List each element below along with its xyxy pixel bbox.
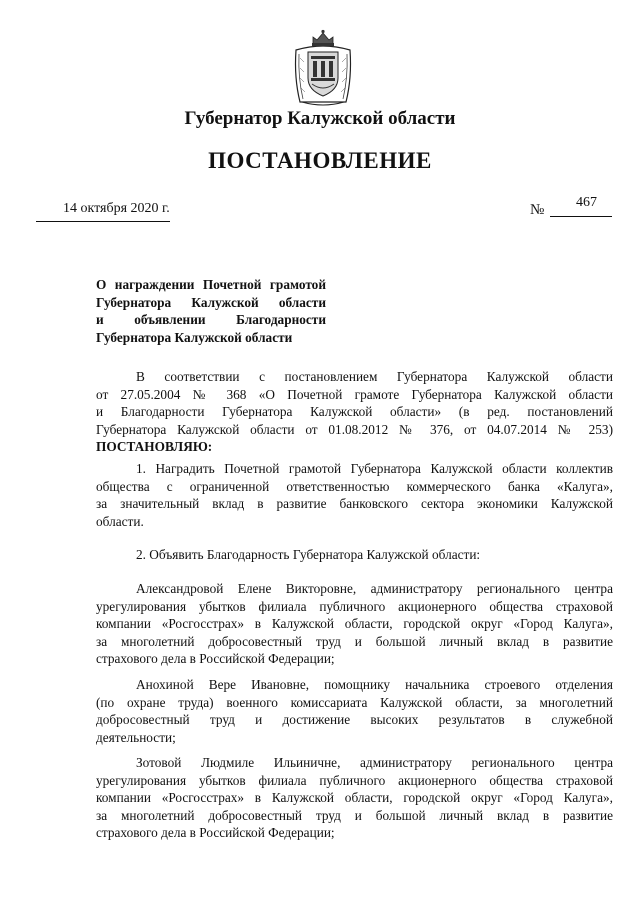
document-number-sign: №	[530, 202, 545, 218]
text-line: Анохиной Вере Ивановне, помощнику начальника строевого отделения	[136, 677, 613, 692]
document-date: 14 октября 2020 г.	[63, 201, 170, 216]
decree-word: ПОСТАНОВЛЯЮ:	[96, 439, 213, 455]
text-line: за многолетний добросовестный труд и большой личный вклад в развитие	[96, 807, 613, 823]
subject-line: Губернатора Калужской области	[96, 329, 293, 345]
text-line: урегулирования убытков филиала публичного акционерного общества страховой	[96, 772, 613, 788]
number-underline	[550, 216, 612, 217]
date-underline	[36, 221, 170, 222]
text-line: от 27.05.2004 № 368 «О Почетной грамоте Губернатора Калужской области	[96, 386, 613, 402]
subject-line: и объявлении Благодарности	[96, 312, 326, 328]
document-subject	[96, 276, 326, 346]
issuing-authority: Губернатор Калужской области	[184, 108, 456, 129]
text-line: добросовестный труд и достижение высоких результатов в служебной	[96, 712, 613, 728]
subject-line: Губернатора Калужской области	[96, 294, 326, 310]
text-line: страхового дела в Российской Федерации;	[96, 825, 335, 841]
item-1-paragraph	[96, 460, 613, 530]
text-line: Зотовой Людмиле Ильиничне, администратору регионального центра	[136, 755, 613, 770]
document-type-title: ПОСТАНОВЛЕНИЕ	[208, 148, 432, 173]
text-line: Губернатора Калужской области от 01.08.2012 № 376, от 04.07.2014 № 253)	[96, 421, 613, 437]
item-2-heading	[96, 546, 613, 564]
coat-of-arms-emblem	[290, 28, 356, 108]
text-line: В соответствии с постановлением Губернатора Калужской области	[136, 369, 613, 384]
text-line: области.	[96, 513, 144, 529]
subject-line: О награждении Почетной грамотой	[96, 277, 326, 292]
text-line: за многолетний добросовестный труд и большой личный вклад в развитие	[96, 633, 613, 649]
text-line: 2. Объявить Благодарность Губернатора Калужской области:	[136, 547, 481, 562]
text-line: страхового дела в Российской Федерации;	[96, 651, 335, 667]
text-line: Александровой Елене Викторовне, администратору регионального центра	[136, 581, 613, 596]
text-line: 1. Наградить Почетной грамотой Губернатора Калужской области коллектив	[136, 461, 613, 476]
text-line: деятельности;	[96, 729, 176, 745]
text-line: за значительный вклад в развитие банковского сектора экономики Калужской	[96, 496, 613, 512]
preamble-paragraph	[96, 368, 613, 456]
text-line: и Благодарности Губернатора Калужской области» (в ред. постановлений	[96, 404, 613, 420]
person-2-paragraph	[96, 676, 613, 746]
text-line: урегулирования убытков филиала публичного акционерного общества страховой	[96, 598, 613, 614]
text-line: (по охране труда) военного комиссариата Калужской области, за многолетний	[96, 694, 613, 710]
person-3-paragraph	[96, 754, 613, 842]
text-line: общества с ограниченной ответственностью коммерческого банка «Калуга»,	[96, 478, 613, 494]
text-line: компании «Росгосстрах» в Калужской области, городской округ «Город Калуга»,	[96, 616, 613, 632]
person-1-paragraph	[96, 580, 613, 668]
document-number-value: 467	[576, 195, 597, 210]
text-line: компании «Росгосстрах» в Калужской области, городской округ «Город Калуга»,	[96, 790, 613, 806]
